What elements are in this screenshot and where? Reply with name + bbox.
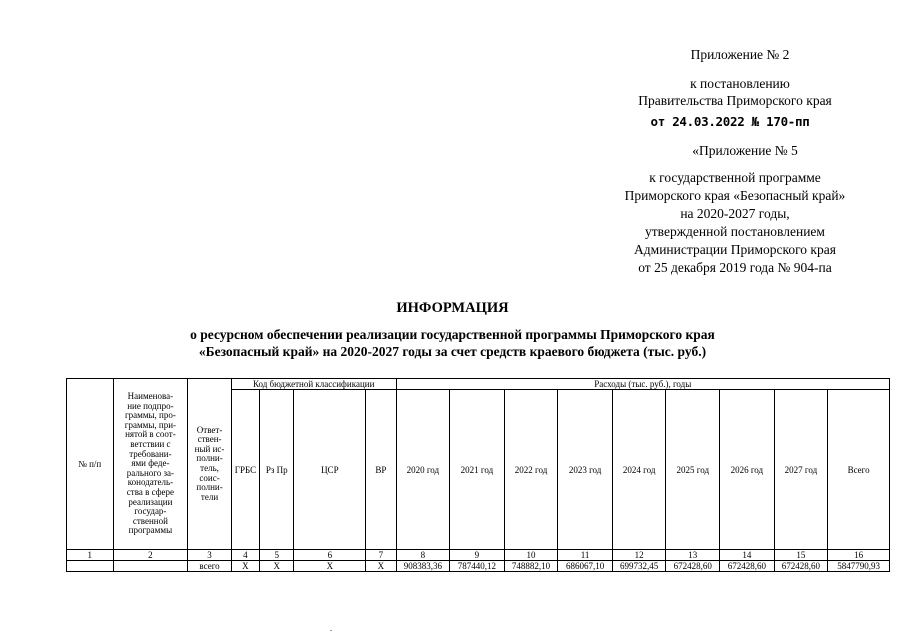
index-cell: 12 bbox=[612, 550, 666, 561]
data-cell-total: 5847790,93 bbox=[828, 561, 890, 572]
data-cell bbox=[113, 561, 188, 572]
col-header-name-l13: ственной bbox=[132, 515, 168, 526]
index-cell: 15 bbox=[774, 550, 828, 561]
col-header-2024: 2024 год bbox=[612, 390, 666, 550]
index-cell: 8 bbox=[396, 550, 450, 561]
index-cell: 14 bbox=[720, 550, 775, 561]
col-header-vr: ВР bbox=[366, 390, 396, 550]
col-header-name-l12: государ- bbox=[134, 506, 167, 517]
col-header-name-l1: ние подпро- bbox=[127, 400, 174, 411]
col-header-executor bbox=[188, 379, 231, 550]
col-header-number: № п/п bbox=[67, 379, 114, 550]
appendix5-number: «Приложение № 5 bbox=[692, 143, 798, 158]
col-header-2023: 2023 год bbox=[558, 390, 613, 550]
col-header-name-l6: требовани- bbox=[129, 448, 172, 459]
col-header-name-l11: реализации bbox=[128, 496, 173, 507]
data-cell-2022: 748882,10 bbox=[504, 561, 558, 572]
col-header-name-l4: нятой в соот- bbox=[125, 429, 176, 440]
col-header-2025: 2025 год bbox=[666, 390, 720, 550]
document-subtitle-line-1: о ресурсном обеспечении реализации государственной программы Приморского края bbox=[190, 327, 715, 342]
data-cell-2021: 787440,12 bbox=[450, 561, 505, 572]
data-cell-total-label: всего bbox=[188, 561, 231, 572]
data-cell: X bbox=[366, 561, 396, 572]
col-header-2021: 2021 год bbox=[450, 390, 505, 550]
col-header-name-l10: ства в сфере bbox=[126, 486, 175, 497]
col-header-rzpr: Рз Пр bbox=[260, 390, 294, 550]
appendix5-line-5: утвержденной постановлением bbox=[645, 224, 825, 239]
data-cell-2025: 672428,60 bbox=[666, 561, 720, 572]
data-cell: X bbox=[231, 561, 259, 572]
col-header-2022: 2022 год bbox=[504, 390, 558, 550]
index-cell: 16 bbox=[828, 550, 890, 561]
col-header-exec-l4: тель, bbox=[200, 463, 219, 473]
table-row bbox=[67, 561, 890, 572]
col-header-exec-l1: ствен- bbox=[197, 434, 222, 445]
col-header-2020: 2020 год bbox=[396, 390, 450, 550]
index-cell: 9 bbox=[450, 550, 505, 561]
index-cell: 1 bbox=[67, 550, 114, 561]
col-header-exec-l6: полни- bbox=[196, 482, 223, 493]
col-header-exec-l7: тели bbox=[200, 491, 219, 502]
index-cell: 2 bbox=[113, 550, 188, 561]
resource-table bbox=[66, 378, 890, 572]
col-header-name-l2: граммы, про- bbox=[124, 410, 176, 421]
appendix5-line-2: к государственной программе bbox=[649, 170, 821, 185]
appendix5-line-6: Администрации Приморского края bbox=[634, 242, 836, 257]
index-cell: 5 bbox=[260, 550, 294, 561]
data-cell bbox=[67, 561, 114, 572]
col-header-total: Всего bbox=[828, 390, 890, 550]
col-header-name bbox=[113, 379, 188, 550]
col-header-grbs: ГРБС bbox=[231, 390, 259, 550]
index-cell: 11 bbox=[558, 550, 613, 561]
index-cell: 10 bbox=[504, 550, 558, 561]
col-header-name-l0: Наименова- bbox=[127, 391, 174, 402]
col-header-name-l8: рального за- bbox=[126, 467, 175, 478]
appendix-government: Правительства Приморского края bbox=[638, 93, 832, 108]
document-title: ИНФОРМАЦИЯ bbox=[396, 300, 509, 316]
col-header-2027: 2027 год bbox=[774, 390, 828, 550]
col-header-exec-l3: полни- bbox=[196, 453, 223, 464]
col-header-exec-l5: соис- bbox=[199, 472, 220, 483]
index-cell: 4 bbox=[231, 550, 259, 561]
col-header-name-l9: конодатель- bbox=[127, 477, 174, 488]
index-cell: 3 bbox=[188, 550, 231, 561]
col-header-name-l14: программы bbox=[128, 525, 173, 536]
group-header-expenses: Расходы (тыс. руб.), годы bbox=[396, 379, 889, 390]
document-subtitle-line-2: «Безопасный край» на 2020-2027 годы за счет средств краевого бюджета (тыс. руб.) bbox=[198, 344, 707, 359]
col-header-csr: ЦСР bbox=[294, 390, 366, 550]
index-row bbox=[67, 550, 890, 561]
decree-stamp: от 24.03.2022 № 170-пп bbox=[650, 114, 810, 129]
appendix5-line-3: Приморского края «Безопасный край» bbox=[624, 188, 846, 203]
data-cell-2023: 686067,10 bbox=[558, 561, 613, 572]
data-cell-2020: 908383,36 bbox=[396, 561, 450, 572]
index-cell: 6 bbox=[294, 550, 366, 561]
scan-speck bbox=[330, 630, 332, 631]
col-header-2026: 2026 год bbox=[720, 390, 775, 550]
appendix-ref: к постановлению bbox=[690, 76, 790, 91]
col-header-name-l7: ями феде- bbox=[131, 458, 170, 469]
index-cell: 7 bbox=[366, 550, 396, 561]
data-cell-2027: 672428,60 bbox=[774, 561, 828, 572]
data-cell: X bbox=[260, 561, 294, 572]
appendix5-line-4: на 2020-2027 годы, bbox=[680, 206, 790, 221]
col-header-exec-l2: ный ис- bbox=[194, 443, 225, 454]
col-header-name-l5: ветствии с bbox=[130, 439, 171, 450]
group-header-budget-codes: Код бюджетной классификации bbox=[231, 379, 396, 390]
data-cell-2024: 699732,45 bbox=[612, 561, 666, 572]
data-cell: X bbox=[294, 561, 366, 572]
col-header-name-l3: граммы, при- bbox=[124, 419, 177, 430]
data-cell-2026: 672428,60 bbox=[720, 561, 775, 572]
appendix-number: Приложение № 2 bbox=[690, 47, 790, 62]
index-cell: 13 bbox=[666, 550, 720, 561]
col-header-exec-l0: Ответ- bbox=[196, 424, 223, 435]
appendix5-line-7: от 25 декабря 2019 года № 904-па bbox=[638, 260, 832, 275]
